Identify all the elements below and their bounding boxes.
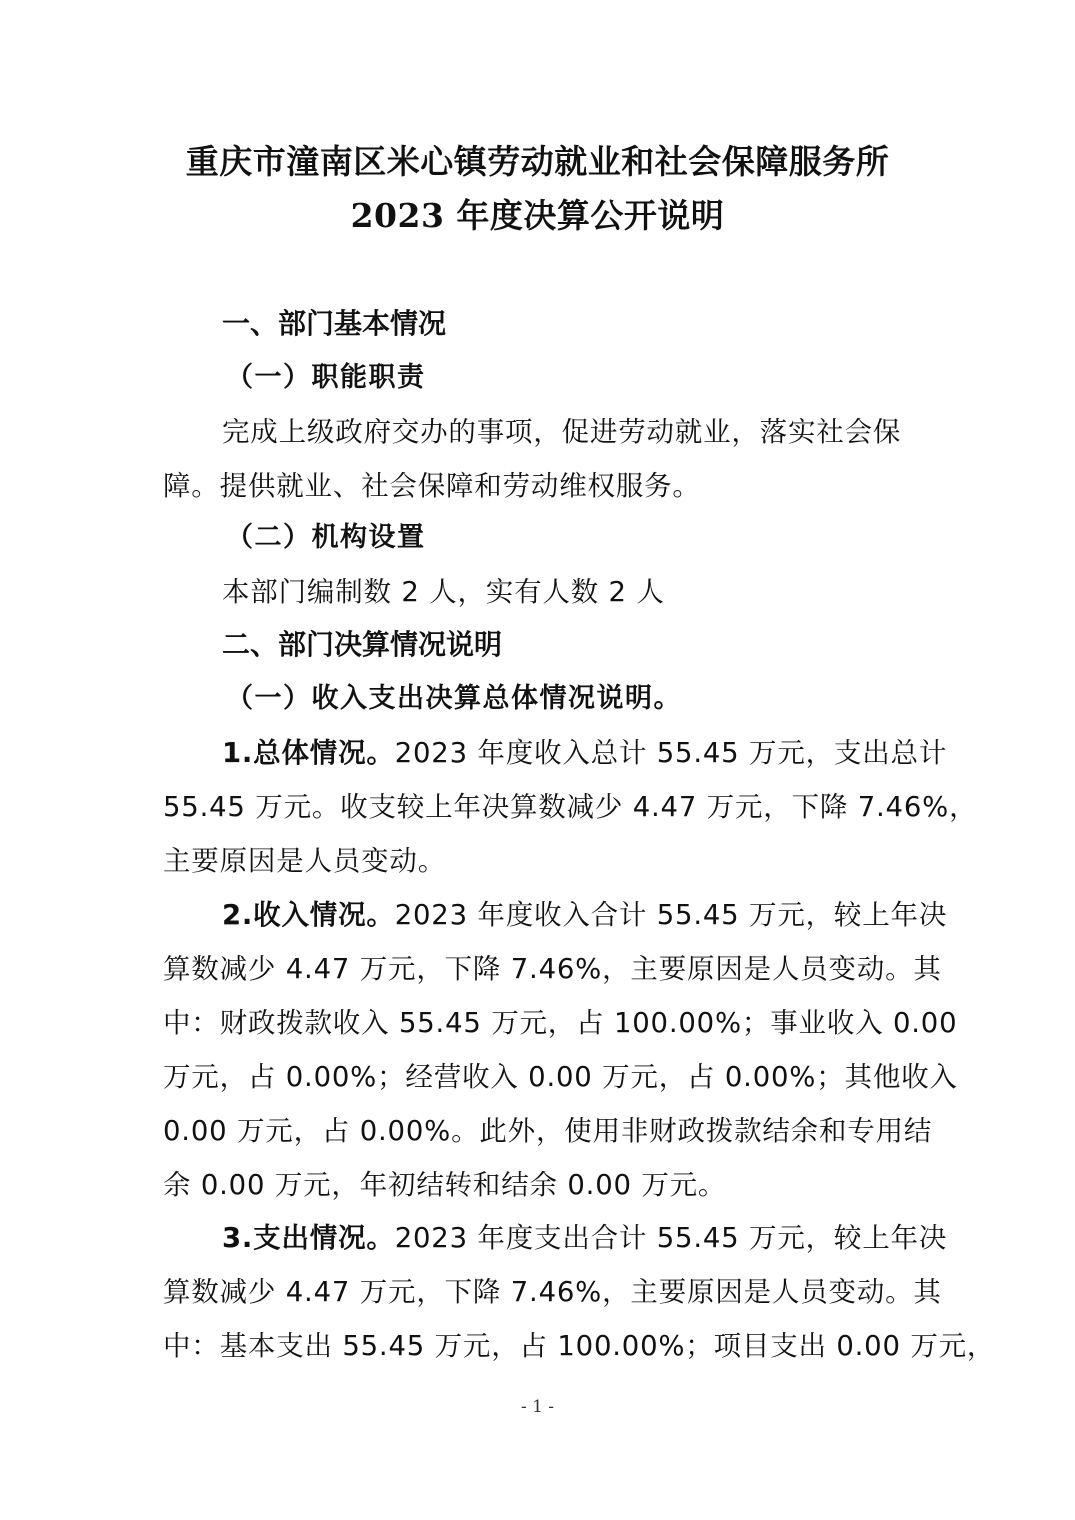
paragraph-first-line (222, 897, 947, 933)
paragraph-line: 障。提供就业、社会保障和劳动维权服务。 (163, 470, 701, 502)
paragraph-lead: 3.支出情况。 (222, 1222, 395, 1254)
subheading-income-expense-overview: （一）收入支出决算总体情况说明。 (226, 683, 682, 714)
subheading-organization: （二）机构设置 (226, 522, 426, 553)
paragraph-lead: 2.收入情况。 (222, 899, 395, 931)
paragraph-line: 中：基本支出 55.45 万元，占 100.00%；项目支出 0.00 万元， (163, 1330, 996, 1362)
paragraph-first-line (222, 735, 947, 771)
section-heading-basic-info: 一、部门基本情况 (222, 307, 447, 340)
paragraph-line: 完成上级政府交办的事项，促进劳动就业，落实社会保 (222, 416, 902, 448)
paragraph-line: 算数减少 4.47 万元，下降 7.46%，主要原因是人员变动。其 (163, 953, 942, 985)
paragraph-first-line (222, 1220, 947, 1256)
paragraph-text: 2023 年度收入总计 55.45 万元，支出总计 (394, 737, 948, 769)
paragraph-lead: 1.总体情况。 (222, 737, 395, 769)
paragraph-line: 55.45 万元。收支较上年决算数减少 4.47 万元，下降 7.46%， (163, 791, 978, 823)
subheading-functions: （一）职能职责 (226, 362, 426, 393)
paragraph-line: 本部门编制数 2 人，实有人数 2 人 (222, 576, 665, 608)
paragraph-line: 中：财政拨款收入 55.45 万元，占 100.00%；事业收入 0.00 (163, 1007, 958, 1039)
paragraph-text: 2023 年度收入合计 55.45 万元，较上年决 (394, 899, 948, 931)
paragraph-line: 0.00 万元，占 0.00%。此外，使用非财政拨款结余和专用结 (163, 1115, 933, 1147)
paragraph-line: 主要原因是人员变动。 (163, 845, 446, 877)
paragraph-line: 算数减少 4.47 万元，下降 7.46%，主要原因是人员变动。其 (163, 1276, 942, 1308)
document-title-line-1: 重庆市潼南区米心镇劳动就业和社会保障服务所 (185, 142, 890, 181)
section-heading-final-accounts: 二、部门决算情况说明 (222, 628, 503, 661)
document-title-line-2: 2023 年度决算公开说明 (350, 196, 725, 235)
paragraph-line: 余 0.00 万元，年初结转和结余 0.00 万元。 (163, 1169, 727, 1201)
page-number: - 1 - (520, 1397, 555, 1417)
paragraph-text: 2023 年度支出合计 55.45 万元，较上年决 (394, 1222, 948, 1254)
paragraph-line: 万元，占 0.00%；经营收入 0.00 万元，占 0.00%；其他收入 (163, 1061, 958, 1093)
